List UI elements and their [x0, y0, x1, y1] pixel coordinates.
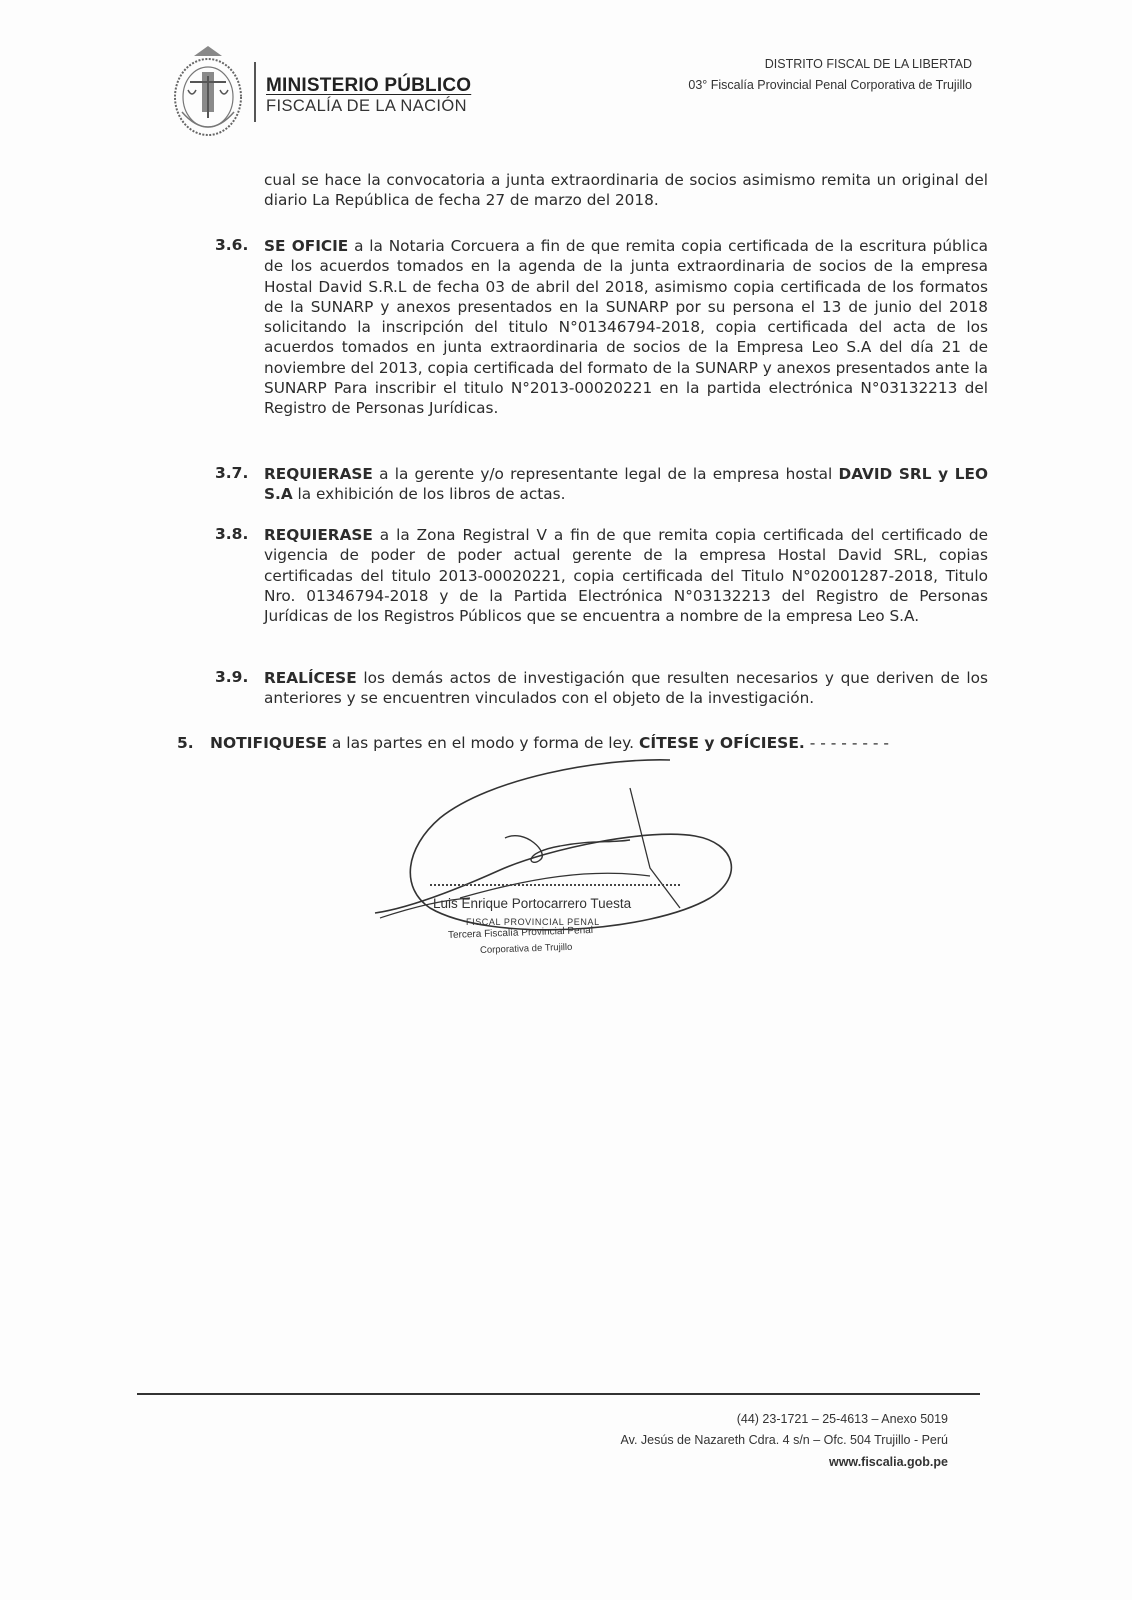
item-lead: REQUIERASE — [264, 526, 373, 544]
final-paragraph — [210, 734, 889, 752]
company-names: DAVID SRL y LEO S.A — [264, 465, 988, 504]
final-number: 5. — [177, 734, 194, 752]
footer-address: Av. Jesús de Nazareth Cdra. 4 s/n – Ofc. 504 Trujillo - Perú — [620, 1433, 948, 1447]
item-paragraph-3-8 — [264, 525, 988, 626]
signature-dotted-line — [430, 884, 680, 886]
header-divider — [254, 62, 256, 122]
continuation-paragraph: cual se hace la convocatoria a junta extraordinaria de socios asimismo remita un original del diario La República de fecha 27 de marzo del 2018. — [264, 171, 988, 210]
item-text: los demás actos de investigación que resulten necesarios y que deriven de los anteriores y se encuentren vinculados con el objeto de la investigación. — [264, 669, 988, 708]
ministerio-seal-icon — [168, 42, 248, 142]
signer-name: Luis Enrique Portocarrero Tuesta — [433, 896, 632, 911]
item-number: 3.6. — [215, 236, 249, 254]
final-lead: NOTIFIQUESE — [210, 734, 327, 752]
item-text: a la Notaria Corcuera a fin de que remita copia certificada de la escritura pública de los acuerdos tomados en la agenda de la junta extraordinaria de socios de la empresa Hostal David S.R.L de fecha 03 de abril del 2018, asimismo copia certificada de los formatos de la SUNARP y anexos presentados en la SUNARP por su persona el 13 de junio del 2018 solicitando la inscripción del titulo N°01346794-2018, copia certificada del acta de los acuerdos tomados en junta extraordinaria de socios de la Empresa Leo S.A del día 21 de noviembre del 2013, copia certificada del formato de la SUNARP y anexos presentados ante la SUNARP Para inscribir el titulo N°2013-00020221 en la partida electrónica N°03132213 del Registro de Personas Jurídicas. — [264, 237, 989, 418]
item-text: la exhibición de los libros de actas. — [292, 485, 566, 504]
institution-title: MINISTERIO PÚBLICO — [266, 75, 472, 96]
item-number: 3.9. — [215, 668, 249, 686]
footer-website: www.fiscalia.gob.pe — [828, 1455, 948, 1469]
footer-divider — [137, 1393, 980, 1395]
item-text: a la gerente y/o representante legal de la empresa hostal — [372, 465, 839, 483]
item-number: 3.7. — [215, 464, 249, 482]
office-label: 03° Fiscalía Provincial Penal Corporativa de Trujillo — [688, 78, 972, 92]
item-paragraph-3-6 — [264, 236, 988, 419]
item-number: 3.8. — [215, 525, 249, 543]
final-closing: CÍTESE y OFÍCIESE. — [638, 734, 805, 752]
item-lead: SE OFICIE — [264, 237, 349, 255]
item-lead: REALÍCESE — [264, 669, 357, 687]
district-label: DISTRITO FISCAL DE LA LIBERTAD — [764, 57, 972, 71]
final-dashes: - - - - - - - - — [804, 734, 889, 752]
final-text: a las partes en el modo y forma de ley. — [326, 734, 639, 752]
signer-office-line2: Corporativa de Trujillo — [479, 941, 573, 956]
item-paragraph-3-9 — [264, 668, 988, 709]
signer-office-line1: Tercera Fiscalía Provincial Penal — [447, 924, 594, 941]
institution-subtitle: FISCALÍA DE LA NACIÓN — [266, 97, 467, 115]
item-lead: REQUIERASE — [264, 465, 373, 483]
signer-title: FISCAL PROVINCIAL PENAL — [466, 917, 600, 927]
item-text: a la Zona Registral V a fin de que remita copia certificada del certificado de vigencia de poder de poder actual gerente de la empresa Hostal David SRL, copias certificadas del titulo 2013-00020221, copia certificada del Titulo N°02001287-2018, Titulo Nro. 01346794-2018 y de la Partida Electrónica N°03132213 del Registro de Personas Jurídicas de los Registros Públicos que se encuentra a nombre de la empresa Leo S.A. — [264, 526, 988, 626]
item-paragraph-3-7 — [264, 464, 988, 505]
footer-phone: (44) 23-1721 – 25-4613 – Anexo 5019 — [736, 1412, 948, 1426]
